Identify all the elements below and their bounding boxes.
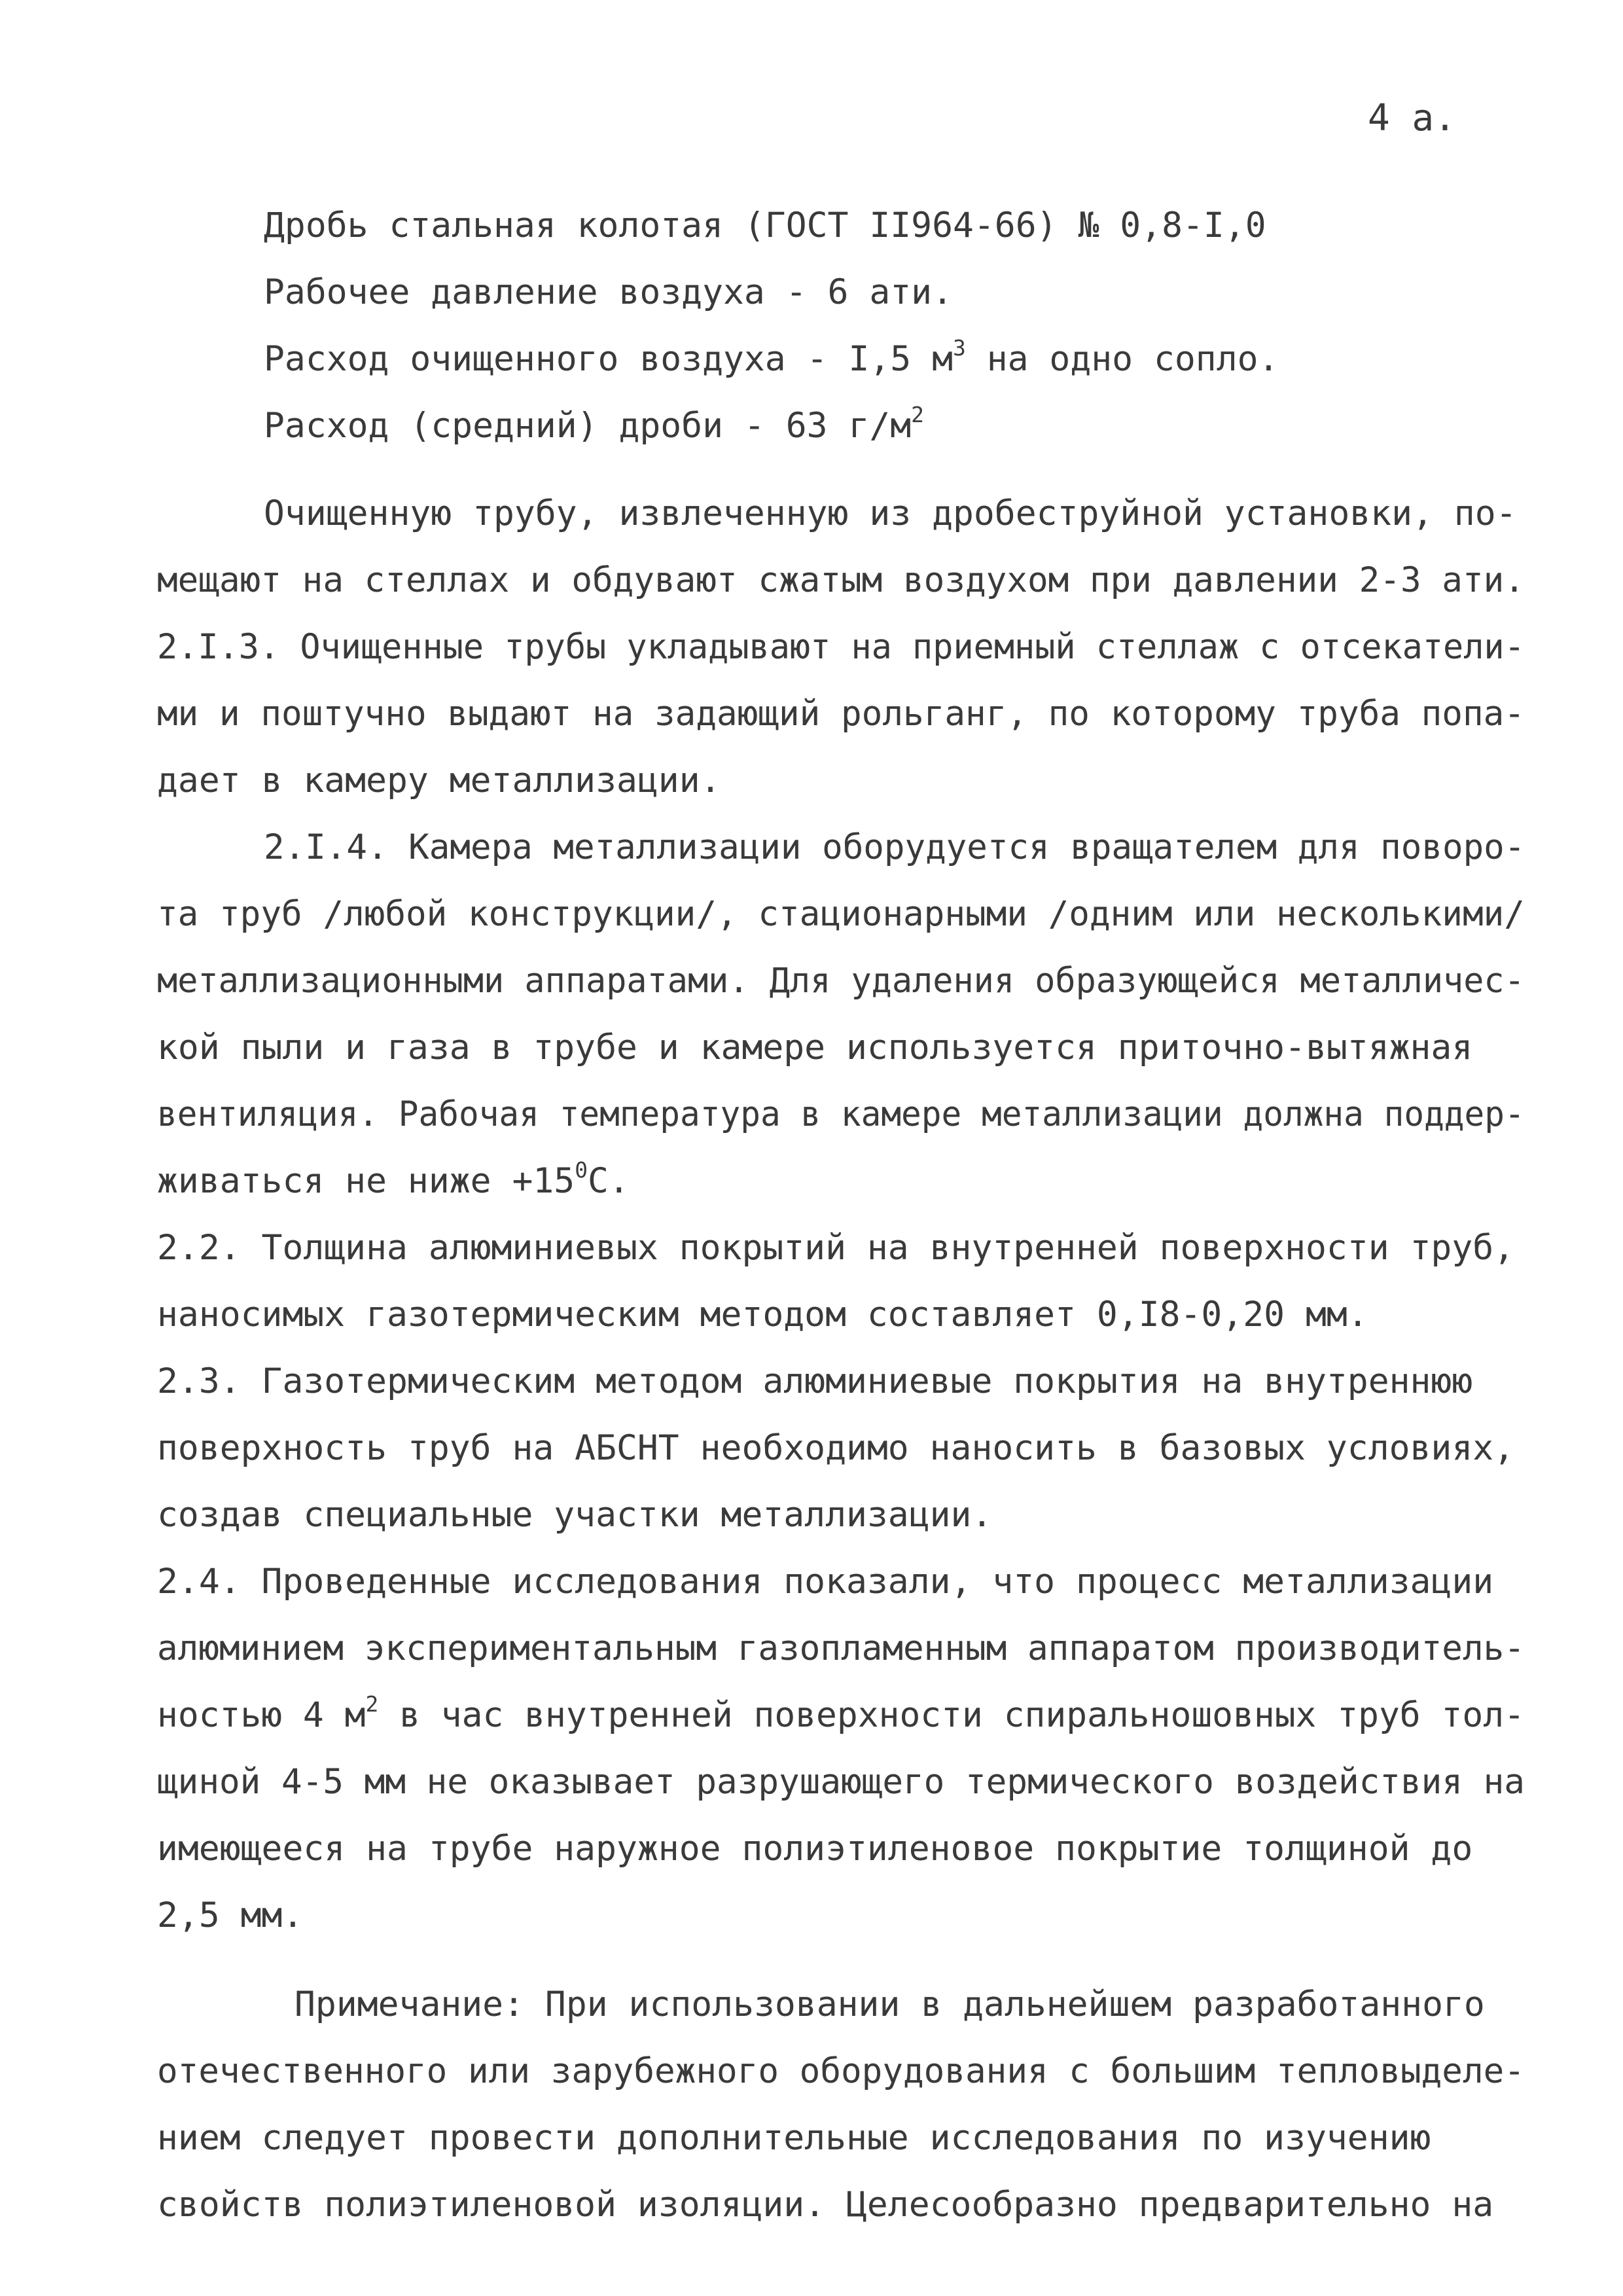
body-line: дает в камеру металлизации. [157, 761, 721, 800]
body-line: 2.2. Толщина алюминиевых покрытий на внутренней поверхности труб, [157, 1228, 1515, 1268]
spec-line [264, 335, 1279, 379]
line-text: живаться не ниже +15 [157, 1161, 575, 1201]
body-line: поверхность труб на АБСНТ необходимо наносить в базовых условиях, [157, 1428, 1515, 1468]
body-line: вентиляция. Рабочая температура в камере металлизации должна поддер- [157, 1094, 1525, 1134]
body-line: создав специальные участки металлизации. [157, 1495, 993, 1535]
body-line: ми и поштучно выдают на задающий рольганг, по которому труба попа- [157, 694, 1525, 734]
line-text: С. [587, 1161, 630, 1201]
page-number: 4 а. [1368, 97, 1456, 139]
line-text: Расход очищенного воздуха - I,5 м [264, 339, 953, 379]
body-line: кой пыли и газа в трубе и камере используется приточно-вытяжная [157, 1028, 1473, 1067]
note-line: свойств полиэтиленовой изоляции. Целесообразно предварительно на [157, 2185, 1494, 2225]
body-line: 2.I.3. Очищенные трубы укладывают на приемный стеллаж с отсекатели- [157, 627, 1525, 667]
body-line [157, 1691, 1525, 1735]
superscript: 0 [575, 1157, 588, 1183]
body-line: алюминием экспериментальным газопламенным аппаратом производитель- [157, 1628, 1525, 1668]
body-line: наносимых газотермическим методом составляет 0,I8-0,20 мм. [157, 1295, 1368, 1335]
note-line: Примечание: При использовании в дальнейшем разработанного [294, 1984, 1485, 2024]
body-line: 2,5 мм. [157, 1895, 304, 1935]
note-line: отечественного или зарубежного оборудования с большим тепловыделе- [157, 2051, 1525, 2091]
body-line [157, 1157, 630, 1201]
body-line: 2.4. Проведенные исследования показали, что процесс металлизации [157, 1562, 1494, 1602]
body-line: имеющееся на трубе наружное полиэтиленовое покрытие толщиной до [157, 1829, 1473, 1869]
spec-line [264, 402, 924, 446]
spec-line: Рабочее давление воздуха - 6 ати. [264, 272, 953, 312]
line-text: в час внутренней поверхности спиральношовных труб тол- [378, 1695, 1525, 1735]
body-line: 2.3. Газотермическим методом алюминиевые покрытия на внутреннюю [157, 1361, 1473, 1401]
spec-line: Дробь стальная колотая (ГОСТ II964-66) № 0,8-I,0 [264, 206, 1266, 245]
body-line: щиной 4-5 мм не оказывает разрушающего термического воздействия на [157, 1762, 1525, 1802]
line-text: Расход (средний) дроби - 63 г/м [264, 406, 912, 446]
line-text: ностью 4 м [157, 1695, 366, 1735]
body-line: 2.I.4. Камера металлизации оборудуется вращателем для поворо- [264, 827, 1525, 867]
line-text: на одно сопло. [965, 339, 1279, 379]
superscript: 2 [365, 1691, 379, 1717]
superscript: 3 [953, 335, 966, 361]
superscript: 2 [911, 402, 924, 427]
body-line: мещают на стеллах и обдувают сжатым воздухом при давлении 2-3 ати. [157, 560, 1525, 600]
body-line: металлизационными аппаратами. Для удаления образующейся металличес- [157, 961, 1525, 1001]
note-line: нием следует провести дополнительные исследования по изучению [157, 2118, 1431, 2158]
body-line: Очищенную трубу, извлеченную из дробеструйной установки, по- [264, 493, 1517, 533]
body-line: та труб /любой конструкции/, стационарными /одним или несколькими/ [157, 894, 1525, 934]
